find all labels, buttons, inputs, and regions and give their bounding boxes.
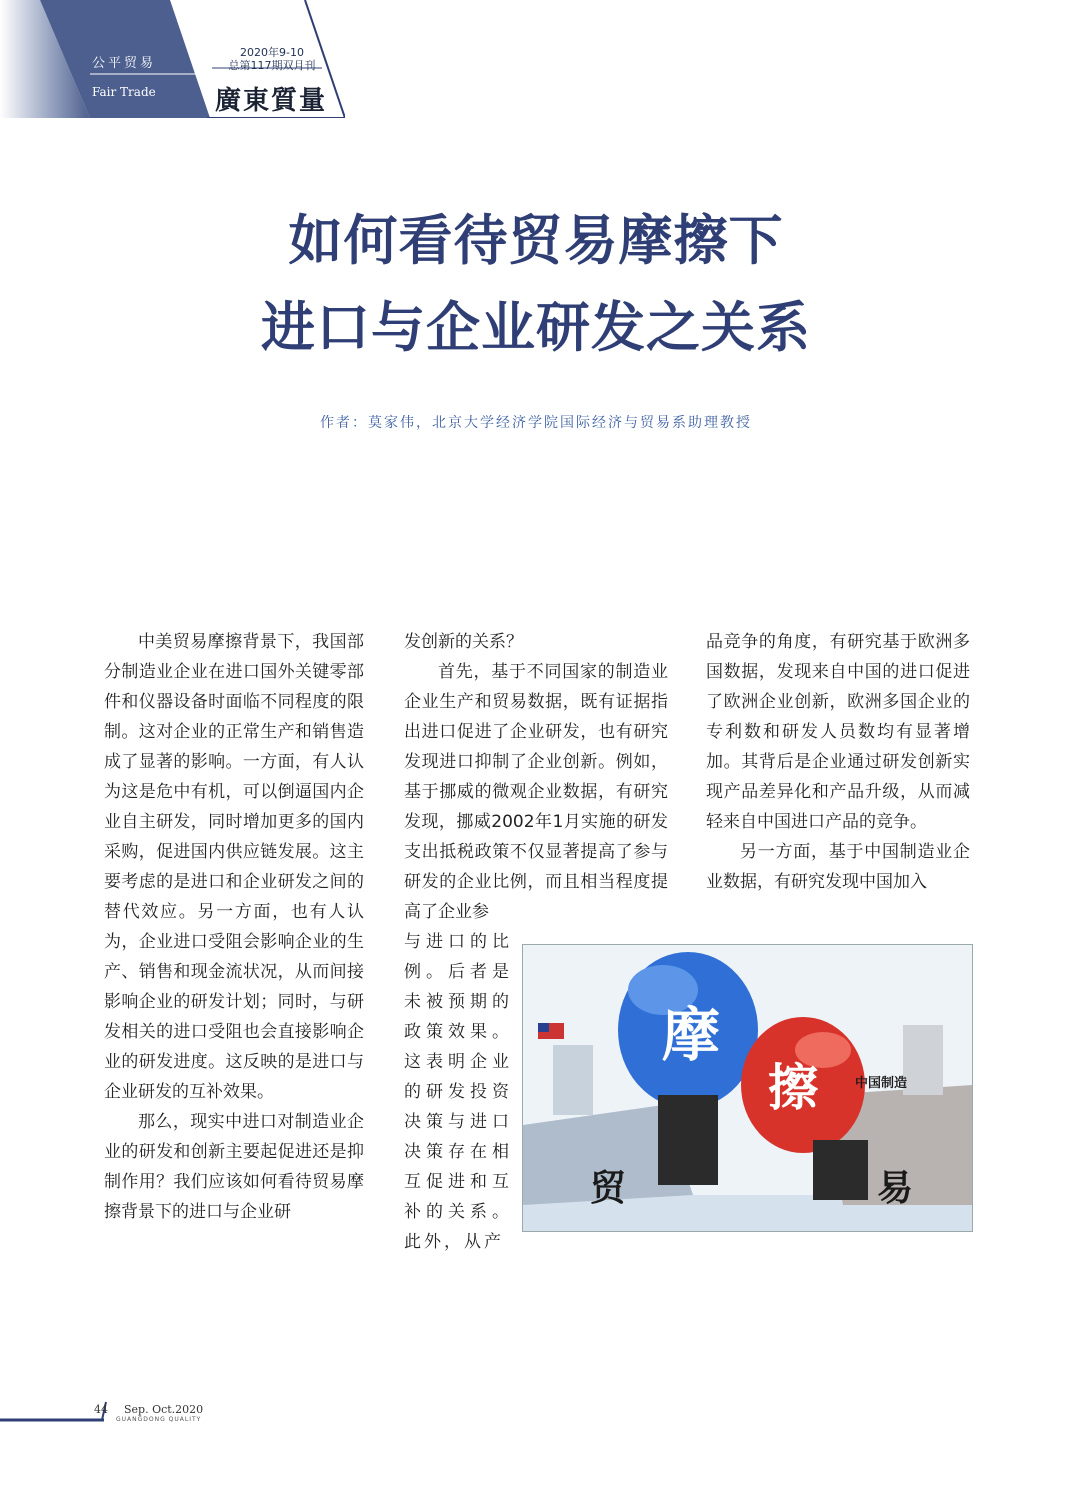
author-byline: 作者：莫家伟，北京大学经济学院国际经济与贸易系助理教授 — [320, 415, 752, 431]
illustration-char-mao: 贸 — [589, 1168, 627, 1209]
illustration-graphic — [523, 945, 972, 1231]
paragraph: 中美贸易摩擦背景下，我国部分制造业企业在进口国外关键零部件和仪器设备时面临不同程度的限制。这对企业的正常生产和销售造成了显著的影响。一方面，有人认为这是危中有机，可以倒逼国内企业自主研发，同时增加更多的国内采购，促进国内供应链发展。这主要考虑的是进口和企业研发之间的替代效应。另一方面，也有人认为，企业进口受阻会影响企业的生产、销售和现金流状况，从而间接影响企业的研发计划；同时，与研发相关的进口受阻也会直接影响企业的研发进度。这反映的是进口与企业研发的互补效果。 — [104, 632, 364, 1102]
footer-publication: GUANGDONG QUALITY — [116, 1416, 202, 1423]
ship-label: 中国制造 — [854, 1076, 908, 1091]
illustration-char-mo: 摩 — [661, 1001, 721, 1069]
issue-date: 2020年9-10 — [240, 46, 304, 59]
article-title-line-1: 如何看待贸易摩擦下 — [288, 209, 784, 272]
paragraph: 与进口的比例。后者是未被预期的政策效果。这表明企业的研发投资决策与进口决策存在相互促进和互补的关系。此外，从产 — [404, 932, 512, 1252]
paragraph: 品竞争的角度，有研究基于欧洲多国数据，发现来自中国的进口促进了欧洲企业创新，欧洲多国企业的专利数和研发人员数均有显著增加。其背后是企业通过研发创新实现产品差异化和产品升级，从而减轻来自中国进口产品的竞争。 — [706, 632, 970, 832]
issue-info — [222, 46, 322, 72]
column-1 — [104, 627, 364, 1227]
page-number: 44 — [94, 1403, 108, 1416]
illustration-char-yi: 易 — [876, 1168, 914, 1209]
paragraph: 发创新的关系？ — [404, 632, 523, 652]
section-category-en: Fair Trade — [92, 85, 156, 99]
paragraph: 首先，基于不同国家的制造业企业生产和贸易数据，既有证据指出进口促进了企业研发，也有研究发现进口抑制了企业创新。例如，基于挪威的微观企业数据，有研究发现，挪威2002年1月实施的研发支出抵税政策不仅显著提高了参与研发的企业比例，而且相当程度提高了企业参 — [404, 662, 668, 922]
article-title-line-2: 进口与企业研发之关系 — [261, 296, 811, 359]
trade-friction-illustration — [522, 944, 973, 1232]
column-3 — [706, 627, 970, 897]
illustration-char-ca: 擦 — [768, 1059, 818, 1117]
column-2-wrap — [404, 927, 512, 1257]
footer-date: Sep. Oct.2020 — [124, 1403, 204, 1416]
section-category-cn: 公平贸易 — [92, 56, 157, 71]
column-2-top — [404, 627, 668, 927]
magazine-masthead: 廣東質量 — [215, 86, 328, 116]
paragraph: 另一方面，基于中国制造业企业数据，有研究发现中国加入 — [706, 842, 970, 892]
paragraph: 那么，现实中进口对制造业企业的研发和创新主要起促进还是抑制作用？我们应该如何看待贸易摩擦背景下的进口与企业研 — [104, 1112, 364, 1222]
issue-number: 总第117期双月刊 — [228, 59, 316, 72]
